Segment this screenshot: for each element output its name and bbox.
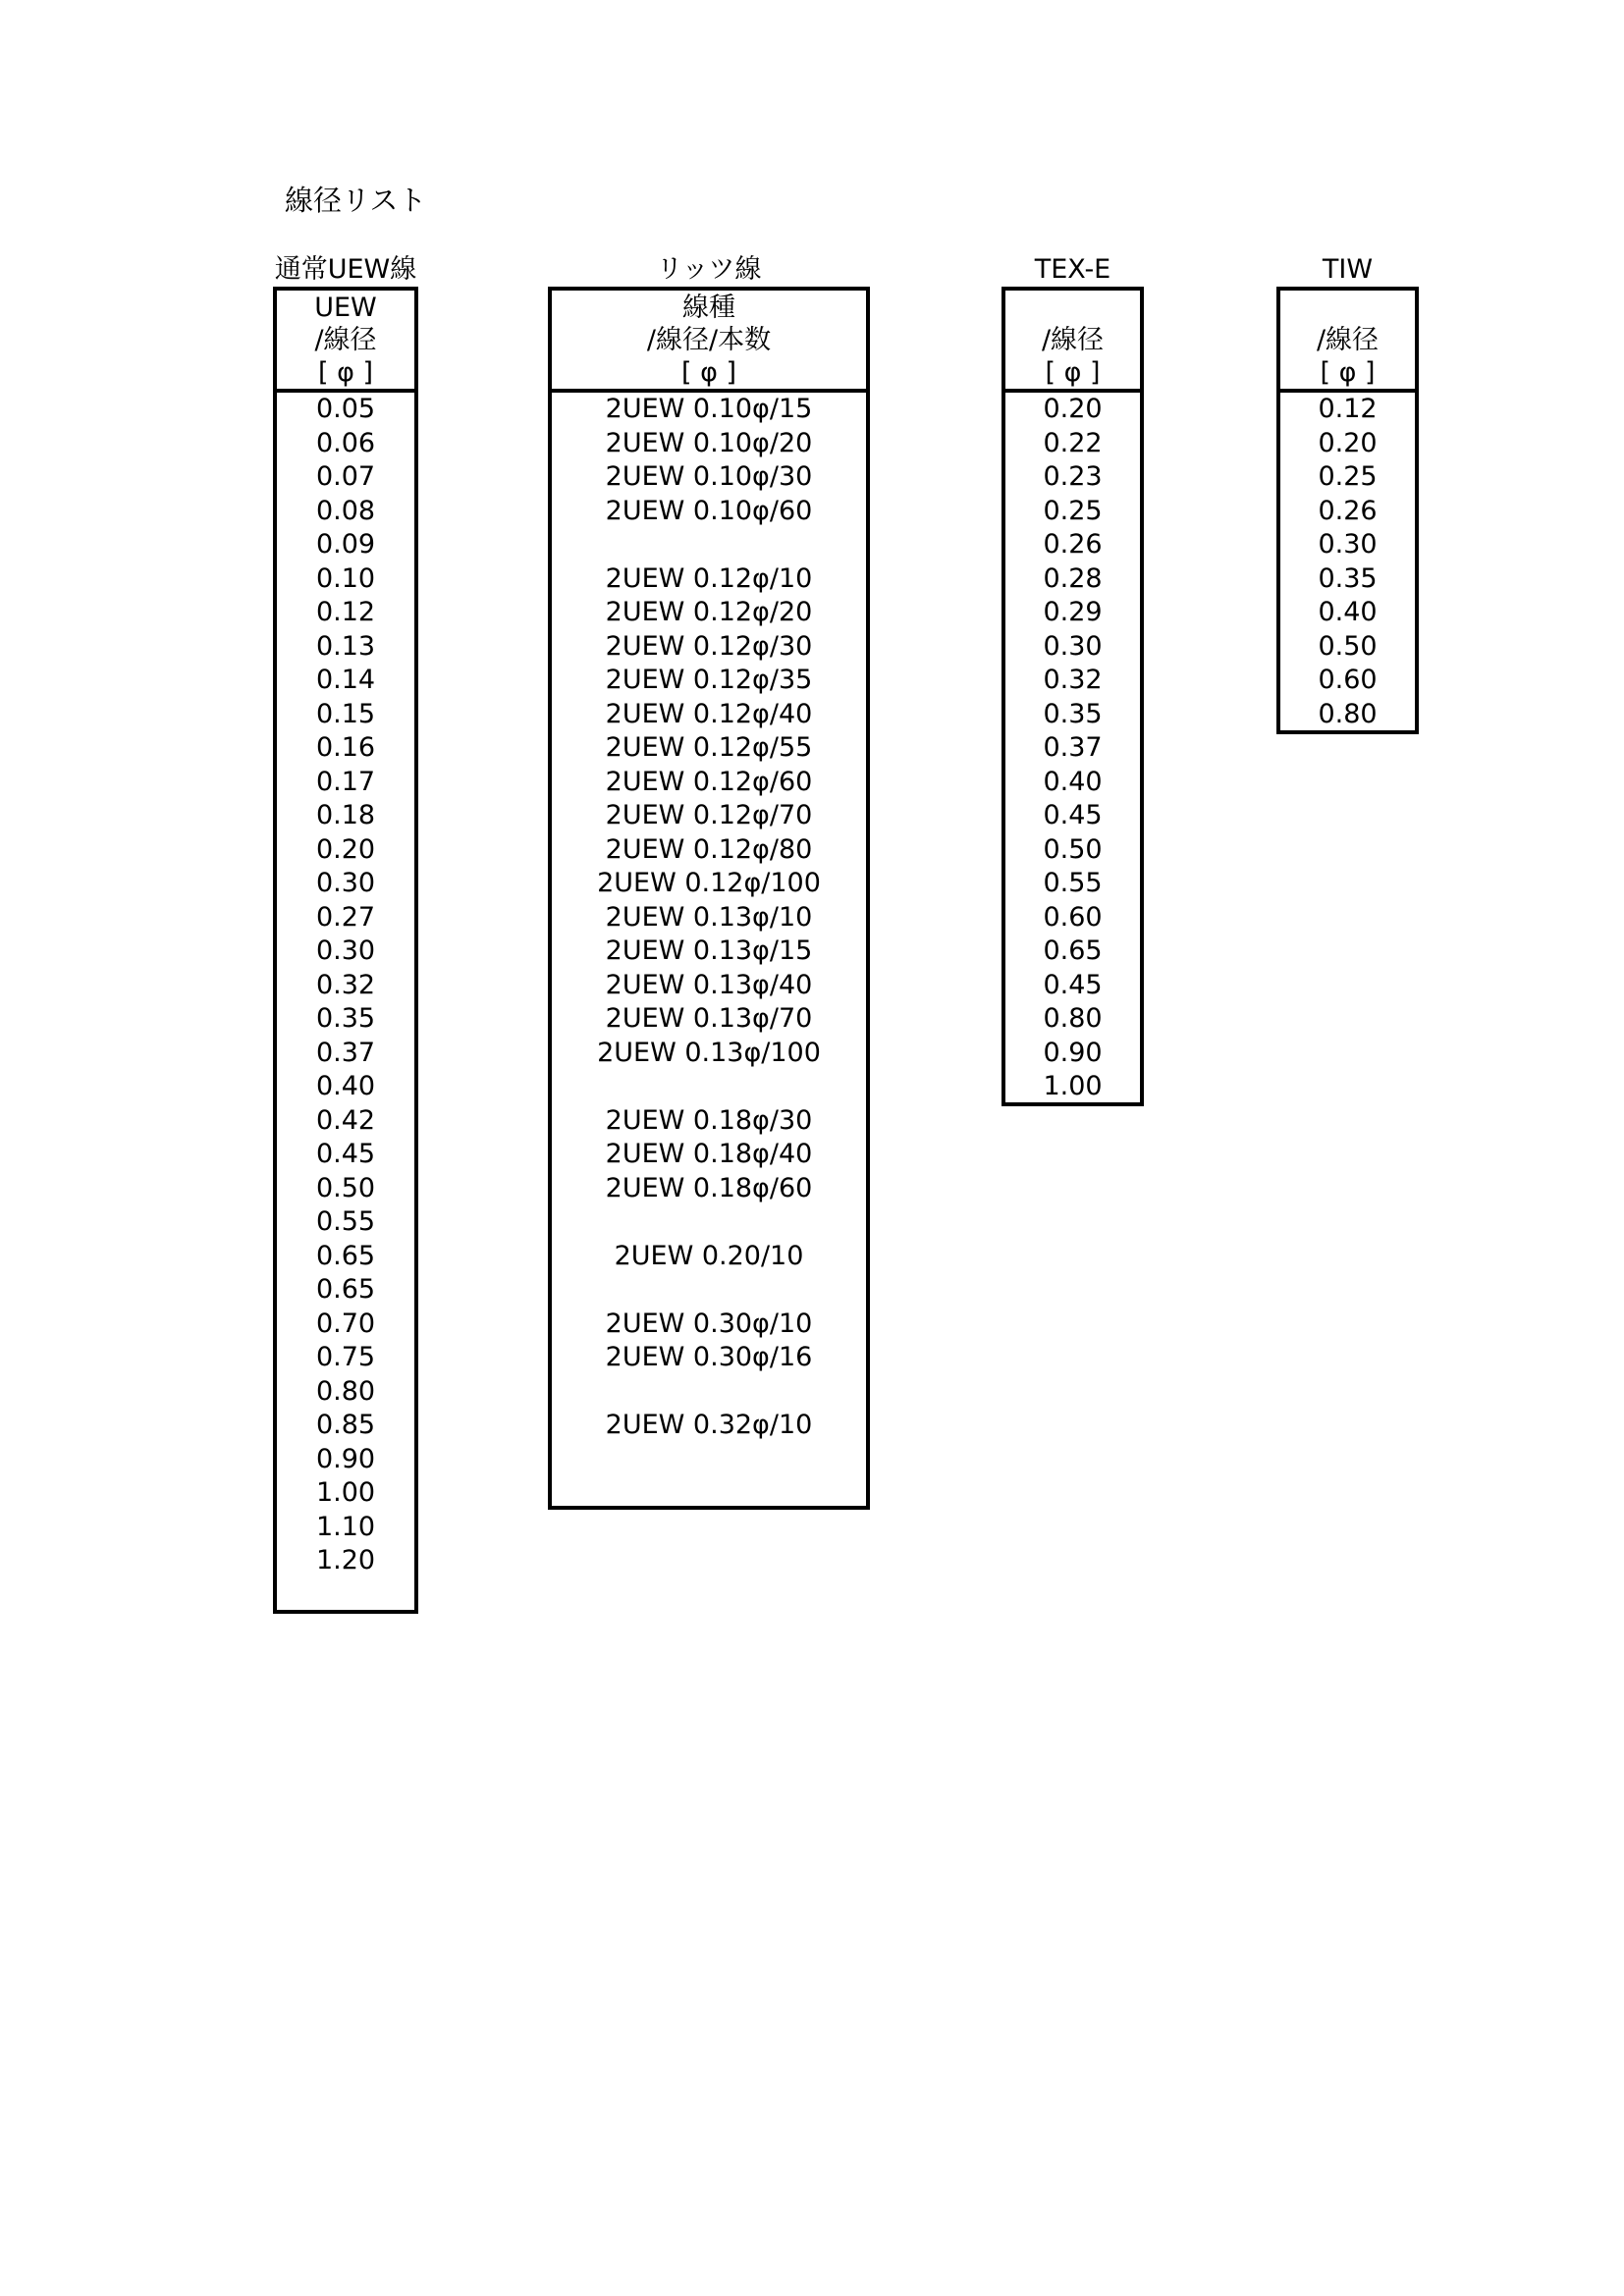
list-item: 1.00 bbox=[315, 1477, 376, 1508]
list-item bbox=[552, 1375, 866, 1410]
list-item: 0.06 bbox=[315, 427, 376, 458]
list-item: 0.30 bbox=[1318, 529, 1378, 560]
list-item: 0.30 bbox=[1043, 630, 1103, 662]
list-item: 2UEW 0.12φ/40 bbox=[605, 698, 813, 729]
list-item: 2UEW 0.12φ/100 bbox=[597, 868, 821, 898]
list-item: 2UEW 0.12φ/30 bbox=[605, 630, 813, 662]
list-item: 0.18 bbox=[315, 800, 376, 830]
list-header bbox=[552, 291, 866, 393]
list-item: 0.80 bbox=[1043, 1003, 1103, 1034]
list-item: 2UEW 0.10φ/30 bbox=[605, 461, 813, 492]
list-box bbox=[1001, 287, 1144, 1106]
list-item: 0.13 bbox=[315, 630, 376, 662]
list-item: 2UEW 0.30φ/10 bbox=[605, 1308, 813, 1339]
list-item: 0.40 bbox=[1043, 766, 1103, 797]
header-line: [ φ ] bbox=[1320, 357, 1376, 388]
list-item: 0.35 bbox=[1318, 562, 1378, 594]
list-item: 0.40 bbox=[1318, 597, 1378, 627]
list-item: 0.45 bbox=[1043, 800, 1103, 830]
list-header bbox=[1280, 291, 1415, 393]
list-item: 2UEW 0.13φ/40 bbox=[605, 969, 813, 1000]
list-item: 0.16 bbox=[315, 732, 376, 763]
list-item: 0.17 bbox=[315, 766, 376, 797]
list-item: 0.25 bbox=[1043, 495, 1103, 526]
list-item: 0.20 bbox=[315, 833, 376, 865]
header-line: [ φ ] bbox=[317, 357, 374, 388]
list-item: 2UEW 0.10φ/20 bbox=[605, 427, 813, 458]
list-item: 0.12 bbox=[315, 597, 376, 627]
list-item: 0.40 bbox=[315, 1071, 376, 1101]
list-item: 0.90 bbox=[1043, 1037, 1103, 1068]
list-item: 0.45 bbox=[1043, 969, 1103, 1000]
list-item bbox=[552, 1443, 866, 1477]
list-item: 2UEW 0.12φ/60 bbox=[605, 766, 813, 797]
list-item: 0.08 bbox=[315, 495, 376, 526]
list-item: 1.20 bbox=[315, 1545, 376, 1575]
list-item: 0.07 bbox=[315, 461, 376, 492]
list-item: 2UEW 0.18φ/60 bbox=[605, 1172, 813, 1203]
list-item: 0.26 bbox=[1043, 529, 1103, 560]
list-item: 2UEW 0.12φ/80 bbox=[605, 833, 813, 865]
list-item bbox=[552, 1273, 866, 1308]
list-item: 2UEW 0.18φ/30 bbox=[605, 1104, 813, 1136]
list-item: 0.37 bbox=[315, 1037, 376, 1068]
list-item: 2UEW 0.30φ/16 bbox=[605, 1342, 813, 1372]
list-body bbox=[1280, 393, 1415, 731]
list-item: 2UEW 0.18φ/40 bbox=[605, 1139, 813, 1169]
list-item: 0.27 bbox=[315, 901, 376, 933]
header-line: /線径 bbox=[1041, 325, 1105, 355]
list-item: 0.70 bbox=[315, 1308, 376, 1339]
list-item: 0.20 bbox=[1318, 427, 1378, 458]
list-item: 2UEW 0.12φ/20 bbox=[605, 597, 813, 627]
list-item: 0.29 bbox=[1043, 597, 1103, 627]
list-item: 0.09 bbox=[315, 529, 376, 560]
list-body bbox=[552, 393, 866, 1476]
list-item: 0.37 bbox=[1043, 732, 1103, 763]
list-item: 0.55 bbox=[315, 1206, 376, 1237]
list-item: 0.60 bbox=[1318, 665, 1378, 695]
list-item: 0.50 bbox=[315, 1172, 376, 1203]
list-item: 0.26 bbox=[1318, 495, 1378, 526]
list-item: 0.35 bbox=[1043, 698, 1103, 729]
header-line bbox=[1005, 292, 1140, 324]
list-item: 0.75 bbox=[315, 1342, 376, 1372]
list-item: 0.60 bbox=[1043, 901, 1103, 933]
page-title: 線径リスト bbox=[285, 184, 427, 217]
list-item: 0.90 bbox=[315, 1443, 376, 1474]
list-item: 0.35 bbox=[315, 1003, 376, 1034]
list-item: 0.55 bbox=[1043, 868, 1103, 898]
list-item: 2UEW 0.13φ/10 bbox=[605, 901, 813, 933]
list-title: TEX-E bbox=[1034, 254, 1111, 285]
list-header bbox=[1005, 291, 1140, 393]
header-line: /線径 bbox=[314, 325, 377, 355]
list-item: 0.15 bbox=[315, 698, 376, 729]
header-line: 線種 bbox=[682, 293, 735, 323]
list-box bbox=[1276, 287, 1419, 734]
list-item: 0.05 bbox=[315, 394, 376, 424]
list-item bbox=[552, 1070, 866, 1104]
list-item: 2UEW 0.10φ/15 bbox=[605, 394, 813, 424]
list-body bbox=[1005, 393, 1140, 1104]
header-line: [ φ ] bbox=[680, 357, 737, 388]
list-title: 通常UEW線 bbox=[274, 254, 417, 285]
list-item: 0.50 bbox=[1043, 833, 1103, 865]
list-box bbox=[273, 287, 418, 1614]
header-line: /線径 bbox=[1316, 325, 1380, 355]
list-item: 0.42 bbox=[315, 1104, 376, 1136]
list-item: 1.10 bbox=[315, 1511, 376, 1542]
list-title: TIW bbox=[1322, 254, 1374, 285]
list-item: 2UEW 0.32φ/10 bbox=[605, 1410, 813, 1440]
list-body bbox=[277, 393, 414, 1578]
list-item: 2UEW 0.12φ/10 bbox=[605, 562, 813, 594]
list-item: 0.80 bbox=[1318, 698, 1378, 729]
list-item: 0.85 bbox=[315, 1410, 376, 1440]
list-item bbox=[552, 528, 866, 562]
header-line: [ φ ] bbox=[1045, 357, 1101, 388]
list-header bbox=[277, 291, 414, 393]
list-item: 0.22 bbox=[1043, 427, 1103, 458]
header-line: UEW bbox=[314, 293, 377, 323]
list-item bbox=[552, 1205, 866, 1240]
list-box bbox=[548, 287, 870, 1510]
list-item: 0.12 bbox=[1318, 394, 1378, 424]
list-title: リッツ線 bbox=[656, 254, 762, 285]
list-item: 2UEW 0.12φ/35 bbox=[605, 665, 813, 695]
list-item: 0.50 bbox=[1318, 630, 1378, 662]
header-line bbox=[1280, 292, 1415, 324]
list-item: 0.25 bbox=[1318, 461, 1378, 492]
list-item: 0.32 bbox=[1043, 665, 1103, 695]
list-item: 0.65 bbox=[315, 1274, 376, 1305]
list-item: 0.65 bbox=[1043, 935, 1103, 966]
list-item: 0.30 bbox=[315, 935, 376, 966]
list-item: 0.65 bbox=[315, 1240, 376, 1271]
list-item: 0.32 bbox=[315, 969, 376, 1000]
list-item: 0.30 bbox=[315, 868, 376, 898]
list-item: 2UEW 0.13φ/15 bbox=[605, 935, 813, 966]
list-item: 1.00 bbox=[1043, 1071, 1103, 1101]
list-item: 2UEW 0.20/10 bbox=[614, 1240, 804, 1271]
list-item: 2UEW 0.13φ/70 bbox=[605, 1003, 813, 1034]
list-item: 0.23 bbox=[1043, 461, 1103, 492]
list-item: 0.20 bbox=[1043, 394, 1103, 424]
list-item: 0.14 bbox=[315, 665, 376, 695]
list-item: 0.45 bbox=[315, 1139, 376, 1169]
list-item: 0.28 bbox=[1043, 562, 1103, 594]
list-item: 2UEW 0.12φ/70 bbox=[605, 800, 813, 830]
list-item: 0.10 bbox=[315, 562, 376, 594]
list-item: 2UEW 0.10φ/60 bbox=[605, 495, 813, 526]
list-item: 2UEW 0.13φ/100 bbox=[597, 1037, 821, 1068]
header-line: /線径/本数 bbox=[646, 325, 772, 355]
list-item: 2UEW 0.12φ/55 bbox=[605, 732, 813, 763]
list-item: 0.80 bbox=[315, 1375, 376, 1407]
